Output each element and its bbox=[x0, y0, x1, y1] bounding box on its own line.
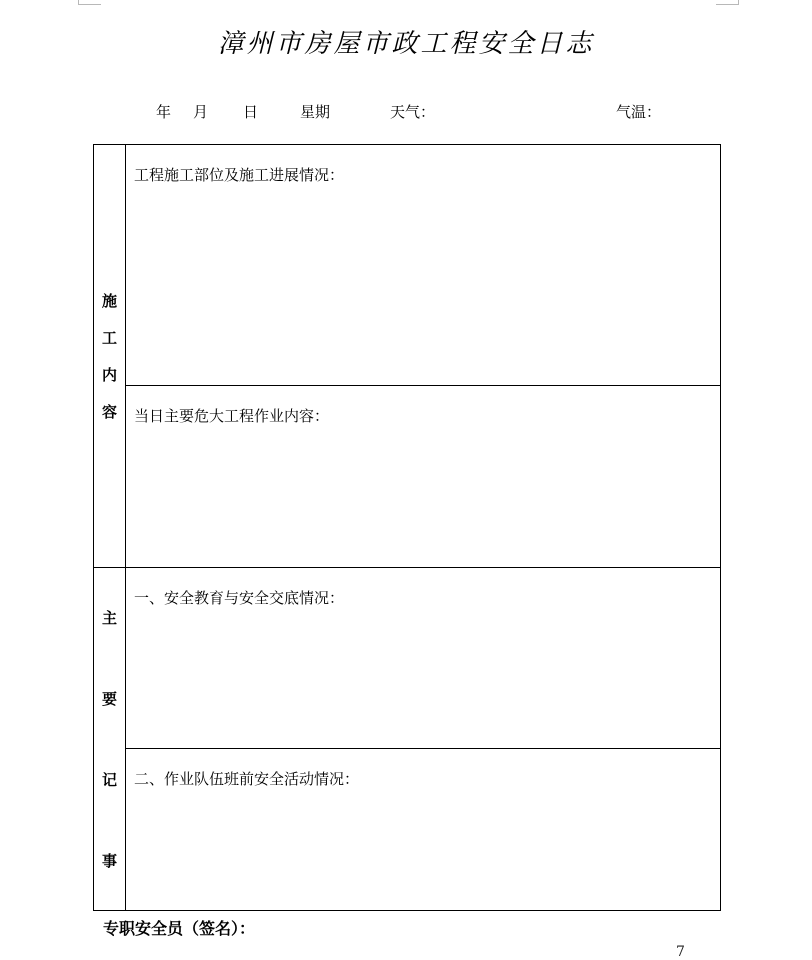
table-row bbox=[94, 145, 721, 386]
date-day-label: 日 bbox=[243, 103, 259, 121]
hazardous-work-label: 当日主要危大工程作业内容： bbox=[134, 407, 330, 425]
section-label-main-records bbox=[94, 568, 126, 911]
date-temperature-label: 气温： bbox=[616, 103, 662, 121]
crop-mark-left bbox=[78, 0, 101, 5]
pre-shift-activity-label: 二、作业队伍班前安全活动情况： bbox=[134, 770, 360, 788]
section-label-char: 内 bbox=[101, 366, 117, 384]
crop-mark-right bbox=[716, 0, 739, 5]
date-weather-label: 天气： bbox=[390, 103, 436, 121]
page-number: 7 bbox=[676, 944, 685, 960]
page-title: 漳州市房屋市政工程安全日志 bbox=[217, 29, 595, 59]
date-weekday-label: 星期 bbox=[300, 103, 331, 121]
section-label-char: 事 bbox=[101, 852, 117, 870]
table-row bbox=[94, 386, 721, 568]
construction-progress-label: 工程施工部位及施工进展情况： bbox=[134, 166, 345, 184]
safety-education-cell[interactable] bbox=[126, 568, 721, 749]
section-label-construction bbox=[94, 145, 126, 568]
date-year-label: 年 bbox=[156, 103, 172, 121]
section-label-char: 记 bbox=[101, 771, 117, 789]
section-label-char: 容 bbox=[101, 403, 117, 421]
date-month-label: 月 bbox=[193, 103, 209, 121]
safety-log-table bbox=[93, 144, 721, 911]
safety-officer-signature: 专职安全员（签名）： bbox=[103, 919, 256, 938]
section-label-char: 施 bbox=[101, 292, 117, 310]
table-row bbox=[94, 749, 721, 911]
construction-progress-cell[interactable] bbox=[126, 145, 721, 386]
hazardous-work-cell[interactable] bbox=[126, 386, 721, 568]
section-label-char: 工 bbox=[101, 329, 117, 347]
pre-shift-activity-cell[interactable] bbox=[126, 749, 721, 911]
safety-education-label: 一、安全教育与安全交底情况： bbox=[134, 589, 345, 607]
section-label-char: 要 bbox=[101, 690, 117, 708]
section-label-char: 主 bbox=[101, 609, 117, 627]
table-row bbox=[94, 568, 721, 749]
